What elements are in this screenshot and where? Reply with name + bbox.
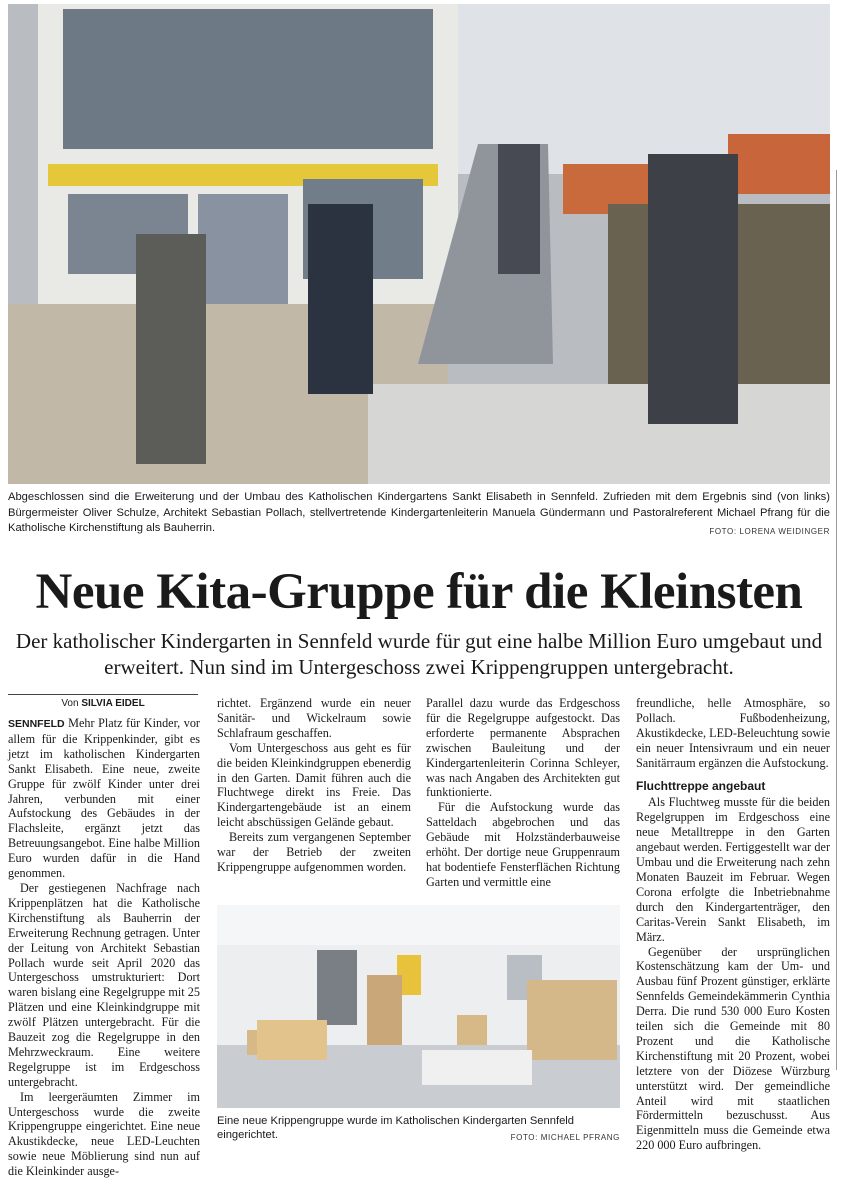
paragraph: Vom Untergeschoss aus geht es für die beiden Kleinkindgruppen ebenerdig in den Garten. Damit führen auch die Fluchtwege direkt ins Freie. Das Kindergartengebäude ist an einem leicht abschüssigen Gelände gebaut. [217, 740, 411, 830]
paragraph [8, 716, 200, 881]
paragraph: Bereits zum vergangenen September war der Betrieb der zweiten Krippengruppe aufgenommen worden. [217, 830, 411, 874]
top-photo [8, 4, 830, 484]
headline: Neue Kita-Gruppe für die Kleinsten [35, 564, 803, 620]
article-column-3 [426, 696, 620, 890]
adjacent-column-edge [836, 170, 850, 1070]
subheadline: Der katholischer Kindergarten in Sennfeld wurde für gut eine halbe Million Euro umgebaut und erweitert. Nun sind im Untergeschoss zwei Krippengruppen untergebracht. [15, 629, 823, 679]
author: SILVIA EIDEL [81, 698, 145, 709]
article-column-2 [217, 696, 411, 875]
byline [8, 694, 198, 709]
paragraph: Parallel dazu wurde das Erdgeschoss für die Regelgruppe aufgestockt. Das erforderte permanente Absprachen zwischen Bauleitung und der Kindergartenleiterin Corinna Schleyer, was nach Angaben des Architekten gut funktionierte. [426, 696, 620, 800]
paragraph-text: Mehr Platz für Kinder, vor allem für die Krippenkinder, gibt es jetzt im katholischen Kindergarten Sankt Elisabeth. Eine neue, zweite Gruppe für zwölf Kinder unter drei Jahren, verbunden mit einer Aufstockung des Gebäudes in der Flachsleite, ergänzt jetzt das Betreuungsangebot. Eine halbe Million Euro wurden dafür in die Hand genommen. [8, 716, 200, 881]
paragraph: Als Fluchtweg musste für die beiden Regelgruppen im Erdgeschoss eine neue Metalltreppe in den Garten angebaut werden. Fertiggestellt war der Umbau und die Erweiterung nach zehn Monaten Bauzeit im Februar. Wegen Corona erfolgte die Inbetriebnahme durch den Kindergartenträger, den Caritas-Verein Sankt Elisabeth, im März. [636, 795, 830, 944]
section-subheading: Fluchttreppe angebaut [636, 778, 766, 793]
bottom-photo [217, 905, 620, 1108]
article-column-1 [8, 716, 200, 1179]
byline-prefix: Von [61, 698, 79, 709]
krippe-room-image [217, 905, 620, 1108]
top-photo-caption [8, 490, 830, 540]
paragraph: freundliche, helle Atmosphäre, so Pollach. Fußbodenheizung, Akustikdecke, LED-Beleuchtung sowie ein neuer Intensivraum und ein neuer Sanitärraum ergänzen die Aufstockung. [636, 696, 830, 770]
paragraph: Gegenüber der ursprünglichen Kostenschätzung kam der Um- und Ausbau fünf Prozent günstiger, erklärte Sennfelds Gemeindekämmerin Cynthia Derra. Die rund 530 000 Euro Kosten teilen sich die Gemeinde mit 80 Prozent und die Katholische Kirchenstiftung mit 20 Prozent, wobei letztere von der Diözese Würzburg unterstützt wird. Der gemeindliche Anteil wird mit staatlichen Fördermitteln bezuschusst. Aus Eigenmitteln muss die Gemeinde etwa 220 000 Euro aufbringen. [636, 944, 830, 1153]
kindergarten-exterior-image [8, 4, 830, 484]
paragraph: richtet. Ergänzend wurde ein neuer Sanitär- und Wickelraum sowie Schlafraum geschaffen. [217, 696, 411, 740]
bottom-photo-credit: FOTO: MICHAEL PFRANG [510, 1133, 620, 1142]
paragraph: Der gestiegenen Nachfrage nach Krippenplätzen hat die Katholische Kirchenstiftung als Bauherrin der Erweiterung Rechnung getragen. Unter der Leitung von Architekt Sebastian Pollach wurde seit April 2020 das Untergeschoss umstrukturiert: Dort waren bislang eine Regelgruppe mit 25 Plätzen und eine Kleinkindgruppe mit zwölf Plätzen untergebracht. Für die Bauzeit zog die Regelgruppe in den Mehrzweckraum. Eine weitere Regelgruppe ist im Erdgeschoss untergebracht. [8, 880, 200, 1089]
dateline: SENNFELD [8, 718, 65, 730]
paragraph: Im leergeräumten Zimmer im Untergeschoss wurde die zweite Krippengruppe eingerichtet. Eine neue Akustikdecke, neue LED-Leuchten sowie neue Möblierung sind nun auf die Kleinkinder ausge- [8, 1089, 200, 1179]
top-photo-credit: FOTO: LORENA WEIDINGER [709, 527, 830, 536]
paragraph: Für die Aufstockung wurde das Satteldach abgebrochen und das Gebäude mit Holzständerbauweise erhöht. Der dortige neue Gruppenraum hat bodentiefe Fensterflächen Richtung Garten und vermittle eine [426, 800, 620, 889]
bottom-caption-text: Eine neue Krippengruppe wurde im Katholischen Kindergarten Sennfeld eingerichtet. [217, 1115, 574, 1141]
bottom-photo-caption [217, 1114, 620, 1145]
top-caption-text: Abgeschlossen sind die Erweiterung und der Umbau des Katholischen Kindergartens Sankt Elisabeth in Sennfeld. Zufrieden mit dem Ergebnis sind (von links) Bürgermeister Oliver Schulze, Architekt Sebastian Pollach, stellvertretende Kindergartenleiterin Manuela Gündermann und Pastoralreferent Michael Pfrang für die Katholische Kirchenstiftung als Bauherrin. [8, 491, 830, 534]
article-column-4 [636, 696, 830, 1153]
